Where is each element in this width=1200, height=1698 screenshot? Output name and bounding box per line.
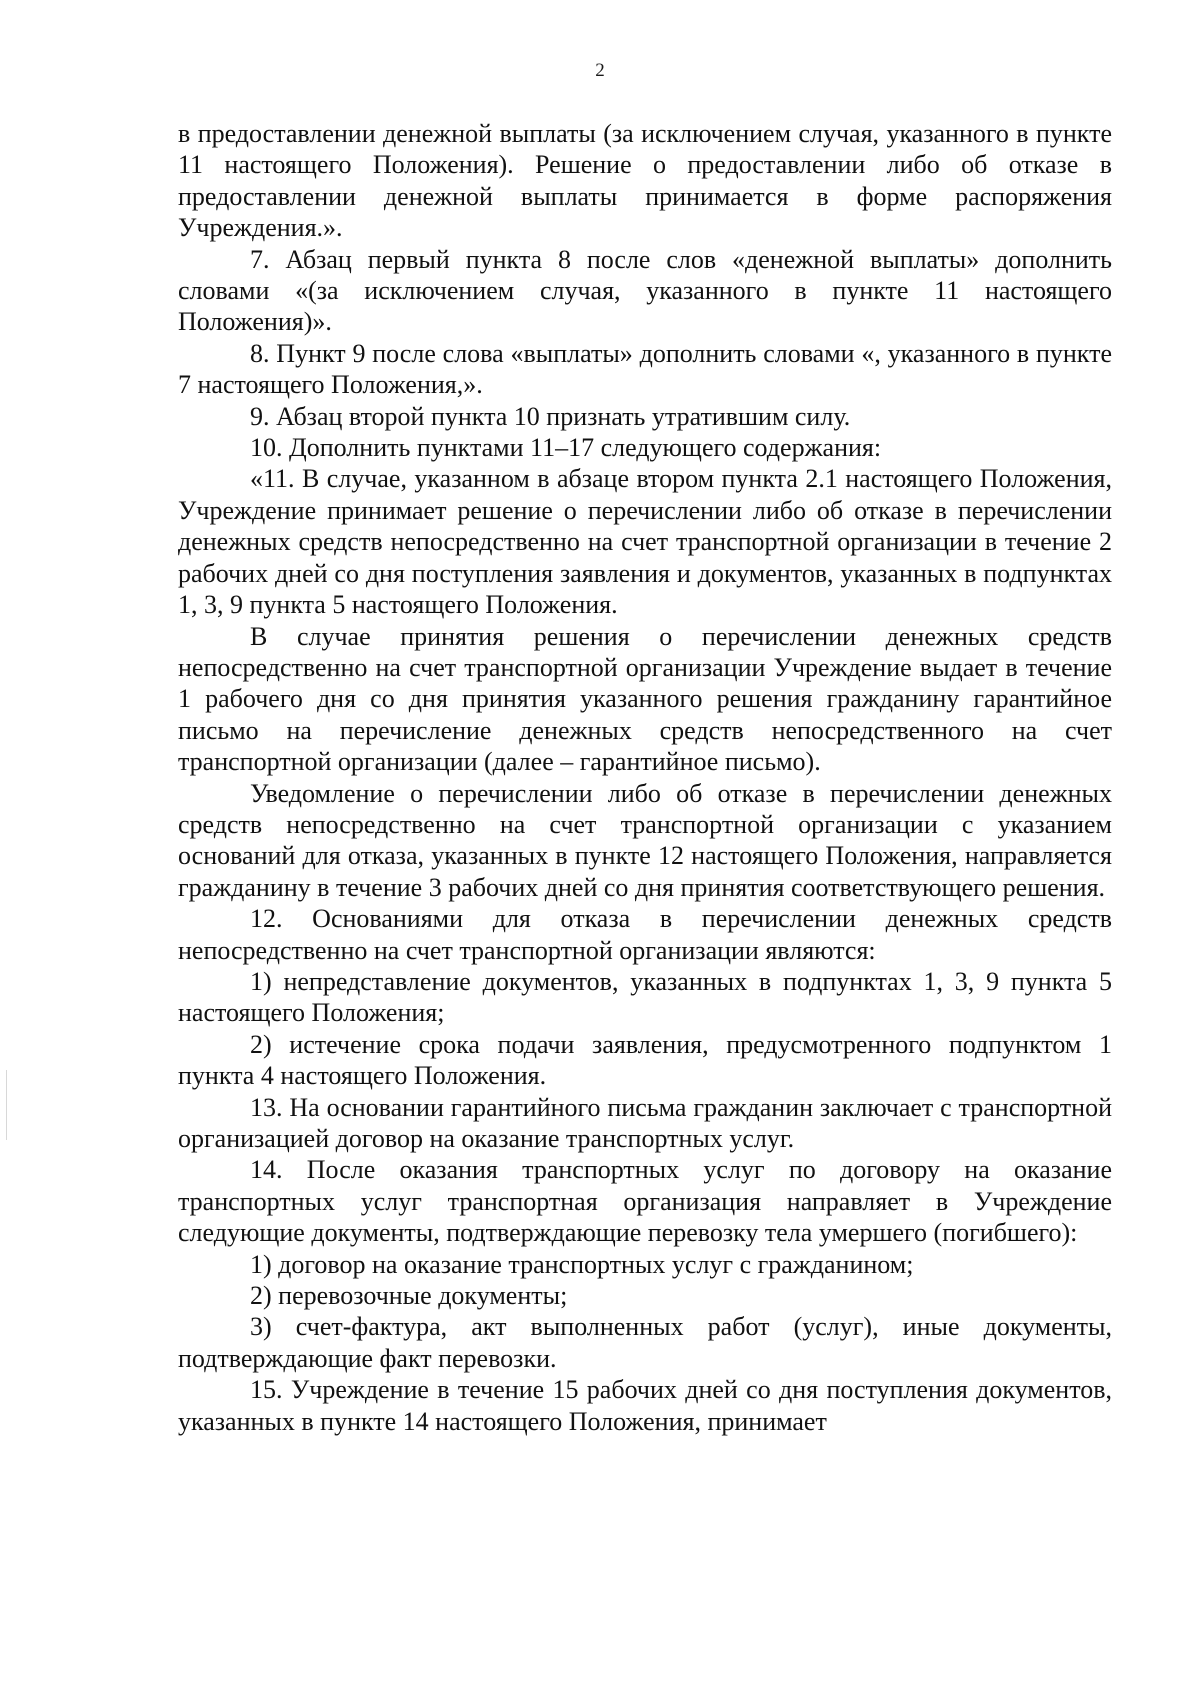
paragraph: 8. Пункт 9 после слова «выплаты» дополнить словами «, указанного в пункте 7 настоящего Положения,». — [178, 338, 1112, 400]
paragraph: 14. После оказания транспортных услуг по договору на оказание транспортных услуг транспортная организация направляет в Учреждение следующие документы, подтверждающие перевозку тела умершего (погибшего): — [178, 1155, 1112, 1248]
page-number: 2 — [595, 60, 605, 81]
paragraph: 10. Дополнить пунктами 11–17 следующего содержания: — [250, 433, 882, 463]
paragraph: 15. Учреждение в течение 15 рабочих дней со дня поступления документов, указанных в пункте 14 настоящего Положения, принимает — [178, 1375, 1112, 1436]
paragraph: 7. Абзац первый пункта 8 после слов «денежной выплаты» дополнить словами «(за исключением случая, указанного в пункте 11 настоящего Положения)». — [178, 244, 1112, 337]
paragraph: 2) истечение срока подачи заявления, предусмотренного подпунктом 1 пункта 4 настоящего Положения. — [178, 1029, 1112, 1091]
document-body — [178, 118, 1112, 1437]
paragraph: Уведомление о перечислении либо об отказе в перечислении денежных средств непосредственно на счет транспортной организации с указанием оснований для отказа, указанных в пункте 12 настоящего Положения, направляется гражданину в течение 3 рабочих дней со дня принятия соответствующего решения. — [178, 778, 1112, 902]
paragraph: 2) перевозочные документы; — [250, 1281, 568, 1311]
paragraph: 1) договор на оказание транспортных услуг с гражданином; — [250, 1249, 914, 1279]
scan-artifact-line — [6, 1070, 7, 1140]
paragraph: 12. Основаниями для отказа в перечислении денежных средств непосредственно на счет транспортной организации являются: — [178, 904, 1112, 965]
paragraph: 1) непредставление документов, указанных в подпунктах 1, 3, 9 пункта 5 настоящего Положения; — [178, 966, 1112, 1028]
paragraph: 13. На основании гарантийного письма гражданин заключает с транспортной организацией договор на оказание транспортных услуг. — [178, 1092, 1112, 1153]
paragraph: «11. В случае, указанном в абзаце втором пункта 2.1 настоящего Положения, Учреждение принимает решение о перечислении либо об отказе в перечислении денежных средств непосредственно на счет транспортной организации в течение 2 рабочих дней со дня поступления заявления и документов, указанных в подпунктах 1, 3, 9 пункта 5 настоящего Положения. — [178, 464, 1112, 620]
paragraph: в предоставлении денежной выплаты (за исключением случая, указанного в пункте 11 настоящего Положения). Решение о предоставлении либо об отказе в предоставлении денежной выплаты принимается в форме распоряжения Учреждения.». — [178, 119, 1112, 243]
paragraph: В случае принятия решения о перечислении денежных средств непосредственно на счет транспортной организации Учреждение выдает в течение 1 рабочего дня со дня принятия указанного решения гражданину гарантийное письмо на перечисление денежных средств непосредственного на счет транспортной организации (далее – гарантийное письмо). — [178, 621, 1112, 777]
paragraph: 9. Абзац второй пункта 10 признать утратившим силу. — [250, 401, 851, 431]
paragraph: 3) счет-фактура, акт выполненных работ (услуг), иные документы, подтверждающие факт перевозки. — [178, 1312, 1112, 1373]
